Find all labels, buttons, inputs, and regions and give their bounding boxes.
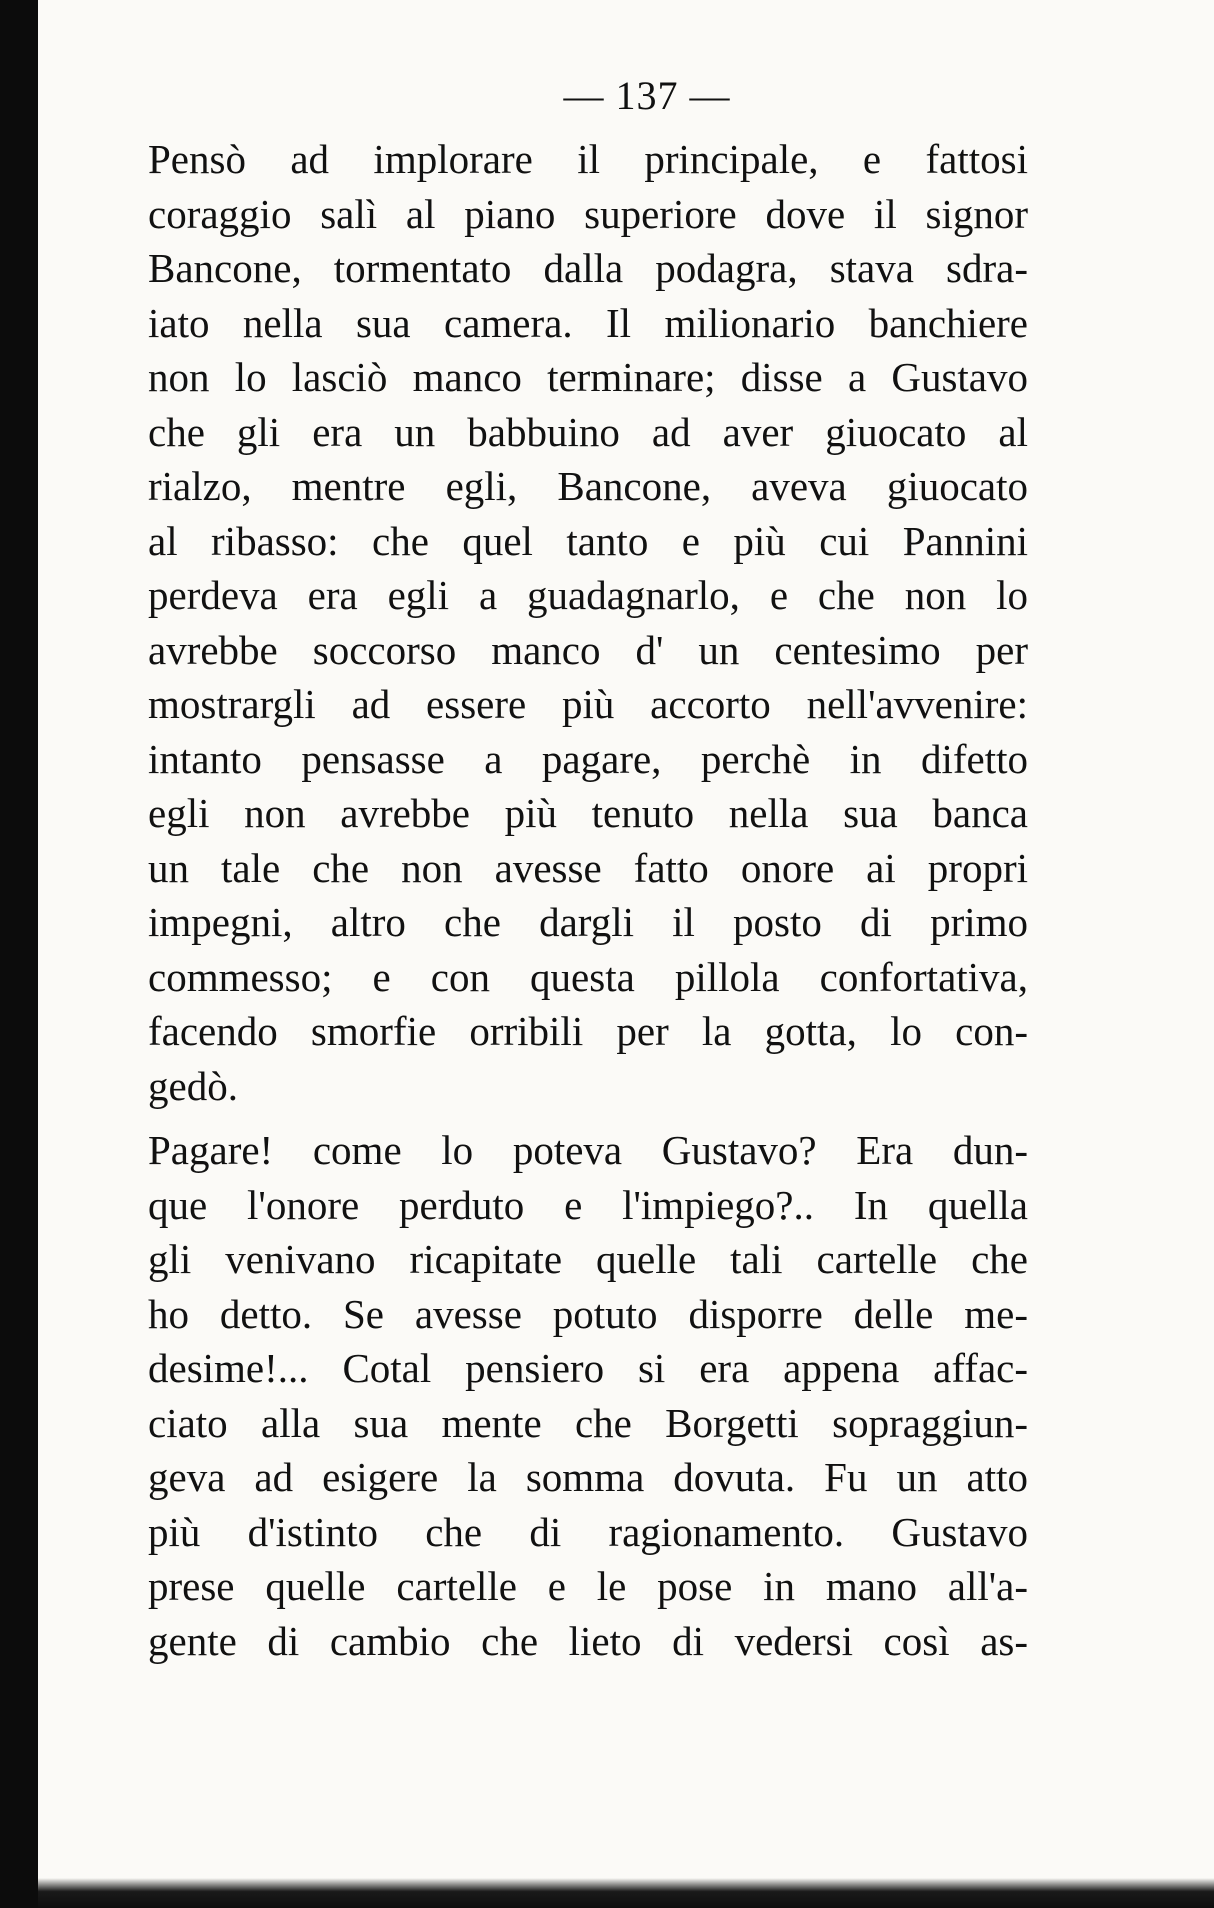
text-line: facendo smorfie orribili per la gotta, lo con- (148, 1008, 1028, 1054)
book-spine-shadow (0, 0, 38, 1908)
text-line: coraggio salì al piano superiore dove il signor (148, 190, 1028, 237)
text-line: ciato alla sua mente che Borgetti sopraggiun- (148, 1399, 1028, 1446)
text-line: più d'istinto che di ragionamento. Gustavo (148, 1508, 1028, 1555)
text-line: que l'onore perduto e l'impiego?.. In quella (148, 1181, 1028, 1228)
text-line: al ribasso: che quel tanto e più cui Pannini (148, 517, 1028, 564)
text-line: perdeva era egli a guadagnarlo, e che non lo (148, 572, 1028, 618)
page-bottom-edge (38, 1878, 1214, 1908)
text-line: un tale che non avesse fatto onore ai propri (148, 844, 1028, 891)
text-line: avrebbe soccorso manco d' un centesimo per (148, 626, 1028, 673)
paragraph-gap (148, 1113, 1028, 1123)
text-line: desime!... Cotal pensiero si era appena affac- (148, 1345, 1028, 1391)
paragraph-2 (148, 1123, 1028, 1668)
text-line: mostrargli ad essere più accorto nell'avvenire: (148, 681, 1028, 727)
text-line: gedò. (148, 1062, 238, 1109)
page-number: — 137 — (563, 73, 731, 118)
text-line: geva ad esigere la somma dovuta. Fu un atto (148, 1454, 1028, 1500)
text-line: iato nella sua camera. Il milionario banchiere (148, 299, 1028, 346)
page-body (148, 132, 1028, 1668)
text-line: Pagare! come lo poteva Gustavo? Era dun- (148, 1127, 1028, 1173)
text-line: intanto pensasse a pagare, perchè in difetto (148, 735, 1028, 782)
text-line: non lo lasciò manco terminare; disse a Gustavo (148, 354, 1028, 400)
text-line: che gli era un babbuino ad aver giuocato al (148, 408, 1028, 455)
text-line: commesso; e con questa pillola confortativa, (148, 953, 1028, 1000)
text-line: ho detto. Se avesse potuto disporre delle me- (148, 1290, 1028, 1337)
paragraph-1 (148, 132, 1028, 1113)
text-line: prese quelle cartelle e le pose in mano all'a- (148, 1563, 1028, 1609)
text-line: impegni, altro che dargli il posto di primo (148, 899, 1028, 945)
text-line: rialzo, mentre egli, Bancone, aveva giuocato (148, 463, 1028, 509)
text-line: gente di cambio che lieto di vedersi così as- (148, 1617, 1028, 1664)
text-line: Bancone, tormentato dalla podagra, stava sdra- (148, 245, 1028, 291)
text-line: egli non avrebbe più tenuto nella sua banca (148, 790, 1028, 836)
text-line: Pensò ad implorare il principale, e fattosi (148, 136, 1028, 182)
text-line: gli venivano ricapitate quelle tali cartelle che (148, 1236, 1028, 1282)
